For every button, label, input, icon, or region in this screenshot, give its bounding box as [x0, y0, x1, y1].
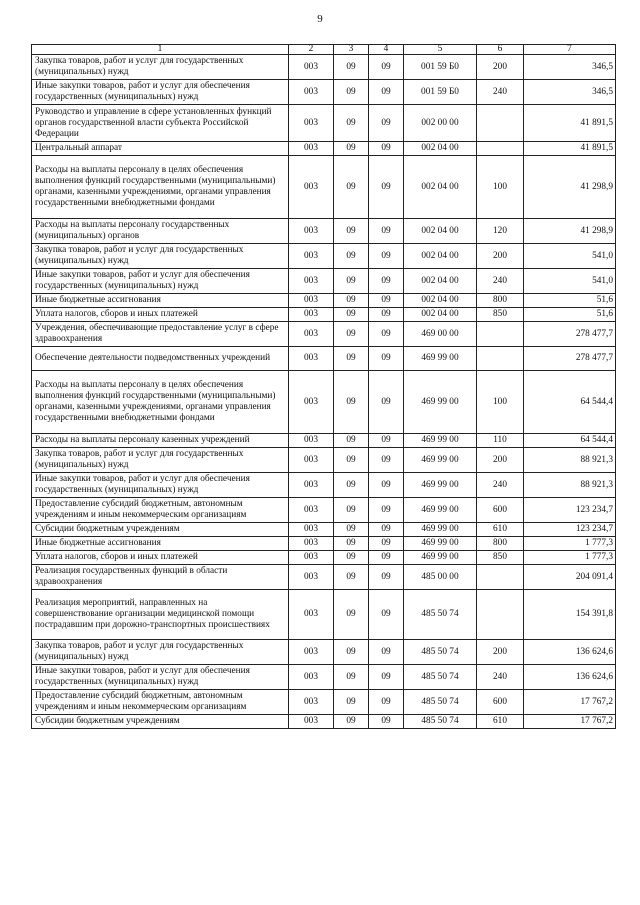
cell-name: Закупка товаров, работ и услуг для государственных (муниципальных) нужд: [32, 55, 289, 80]
table-row: [32, 55, 616, 80]
cell-vr: 600: [477, 690, 524, 715]
table-row: [32, 690, 616, 715]
cell-ved: 003: [289, 590, 334, 640]
cell-rz: 09: [334, 551, 369, 565]
cell-vr: [477, 590, 524, 640]
table-row: [32, 523, 616, 537]
cell-sum: 51,6: [524, 294, 616, 308]
cell-ved: 003: [289, 80, 334, 105]
cell-pr: 09: [369, 219, 404, 244]
table-row: [32, 142, 616, 156]
table-row: [32, 322, 616, 347]
page-number: 9: [317, 13, 323, 25]
cell-vr: 120: [477, 219, 524, 244]
cell-name: Расходы на выплаты персоналу казенных учреждений: [32, 434, 289, 448]
cell-ved: 003: [289, 269, 334, 294]
cell-ved: 003: [289, 537, 334, 551]
cell-rz: 09: [334, 156, 369, 219]
cell-vr: [477, 142, 524, 156]
table-row: [32, 473, 616, 498]
table-row: [32, 80, 616, 105]
cell-csr: 002 04 00: [404, 219, 477, 244]
cell-ved: 003: [289, 498, 334, 523]
cell-name: Закупка товаров, работ и услуг для государственных (муниципальных) нужд: [32, 640, 289, 665]
cell-pr: 09: [369, 715, 404, 729]
cell-pr: 09: [369, 551, 404, 565]
cell-rz: 09: [334, 523, 369, 537]
cell-pr: 09: [369, 55, 404, 80]
cell-csr: 485 50 74: [404, 640, 477, 665]
cell-name: Иные бюджетные ассигнования: [32, 537, 289, 551]
cell-csr: 001 59 Б0: [404, 80, 477, 105]
cell-vr: 610: [477, 715, 524, 729]
table-row: [32, 551, 616, 565]
cell-sum: 17 767,2: [524, 715, 616, 729]
cell-rz: 09: [334, 640, 369, 665]
column-header: 3: [334, 45, 369, 55]
cell-ved: 003: [289, 308, 334, 322]
cell-rz: 09: [334, 690, 369, 715]
cell-sum: 123 234,7: [524, 523, 616, 537]
cell-vr: 240: [477, 269, 524, 294]
cell-name: Учреждения, обеспечивающие предоставление услуг в сфере здравоохранения: [32, 322, 289, 347]
cell-vr: 240: [477, 80, 524, 105]
cell-pr: 09: [369, 322, 404, 347]
cell-sum: 88 921,3: [524, 473, 616, 498]
cell-rz: 09: [334, 80, 369, 105]
cell-csr: 002 04 00: [404, 269, 477, 294]
cell-sum: 541,0: [524, 269, 616, 294]
cell-csr: 485 50 74: [404, 690, 477, 715]
cell-rz: 09: [334, 590, 369, 640]
cell-sum: 541,0: [524, 244, 616, 269]
cell-sum: 88 921,3: [524, 448, 616, 473]
cell-vr: 100: [477, 371, 524, 434]
cell-rz: 09: [334, 473, 369, 498]
cell-csr: 002 04 00: [404, 156, 477, 219]
cell-rz: 09: [334, 105, 369, 142]
cell-csr: 469 99 00: [404, 473, 477, 498]
cell-sum: 278 477,7: [524, 347, 616, 371]
cell-pr: 09: [369, 142, 404, 156]
column-header: 7: [524, 45, 616, 55]
cell-sum: 64 544,4: [524, 371, 616, 434]
cell-vr: 800: [477, 294, 524, 308]
cell-name: Расходы на выплаты персоналу в целях обеспечения выполнения функций государственными (муниципальными) органами, казенными учреждениями, органами управления государственными внебюджетными фондами: [32, 371, 289, 434]
cell-pr: 09: [369, 665, 404, 690]
table-row: [32, 244, 616, 269]
cell-sum: 346,5: [524, 80, 616, 105]
cell-sum: 41 298,9: [524, 219, 616, 244]
cell-csr: 002 04 00: [404, 294, 477, 308]
cell-csr: 002 00 00: [404, 105, 477, 142]
cell-rz: 09: [334, 294, 369, 308]
cell-name: Реализация государственных функций в области здравоохранения: [32, 565, 289, 590]
cell-sum: 346,5: [524, 55, 616, 80]
cell-csr: 002 04 00: [404, 308, 477, 322]
column-header: 5: [404, 45, 477, 55]
cell-vr: [477, 105, 524, 142]
column-header: 1: [32, 45, 289, 55]
cell-vr: 850: [477, 551, 524, 565]
cell-csr: 469 99 00: [404, 498, 477, 523]
cell-ved: 003: [289, 156, 334, 219]
cell-ved: 003: [289, 434, 334, 448]
cell-pr: 09: [369, 590, 404, 640]
cell-pr: 09: [369, 269, 404, 294]
cell-name: Закупка товаров, работ и услуг для государственных (муниципальных) нужд: [32, 244, 289, 269]
cell-name: Предоставление субсидий бюджетным, автономным учреждениям и иным некоммерческим организациям: [32, 498, 289, 523]
cell-name: Иные закупки товаров, работ и услуг для обеспечения государственных (муниципальных) нужд: [32, 665, 289, 690]
cell-vr: 240: [477, 665, 524, 690]
cell-ved: 003: [289, 371, 334, 434]
cell-sum: 204 091,4: [524, 565, 616, 590]
cell-rz: 09: [334, 498, 369, 523]
cell-ved: 003: [289, 473, 334, 498]
table-row: [32, 347, 616, 371]
cell-ved: 003: [289, 219, 334, 244]
table-row: [32, 448, 616, 473]
cell-pr: 09: [369, 80, 404, 105]
cell-rz: 09: [334, 244, 369, 269]
cell-ved: 003: [289, 105, 334, 142]
table-row: [32, 565, 616, 590]
column-number-row: [32, 45, 616, 55]
cell-vr: 200: [477, 448, 524, 473]
cell-pr: 09: [369, 473, 404, 498]
cell-sum: 136 624,6: [524, 665, 616, 690]
table-row: [32, 590, 616, 640]
cell-rz: 09: [334, 715, 369, 729]
cell-rz: 09: [334, 537, 369, 551]
cell-pr: 09: [369, 537, 404, 551]
cell-sum: 1 777,3: [524, 551, 616, 565]
cell-pr: 09: [369, 308, 404, 322]
cell-ved: 003: [289, 715, 334, 729]
cell-ved: 003: [289, 55, 334, 80]
cell-ved: 003: [289, 142, 334, 156]
cell-pr: 09: [369, 371, 404, 434]
cell-ved: 003: [289, 523, 334, 537]
cell-sum: 154 391,8: [524, 590, 616, 640]
cell-pr: 09: [369, 156, 404, 219]
table-row: [32, 105, 616, 142]
cell-rz: 09: [334, 448, 369, 473]
column-header: 4: [369, 45, 404, 55]
table-row: [32, 665, 616, 690]
cell-rz: 09: [334, 219, 369, 244]
table-row: [32, 219, 616, 244]
cell-rz: 09: [334, 347, 369, 371]
cell-rz: 09: [334, 434, 369, 448]
cell-sum: 17 767,2: [524, 690, 616, 715]
cell-rz: 09: [334, 565, 369, 590]
cell-name: Предоставление субсидий бюджетным, автономным учреждениям и иным некоммерческим организациям: [32, 690, 289, 715]
table-row: [32, 294, 616, 308]
cell-name: Иные закупки товаров, работ и услуг для обеспечения государственных (муниципальных) нужд: [32, 269, 289, 294]
cell-sum: 1 777,3: [524, 537, 616, 551]
cell-csr: 469 99 00: [404, 551, 477, 565]
cell-pr: 09: [369, 523, 404, 537]
cell-ved: 003: [289, 244, 334, 269]
cell-csr: 469 99 00: [404, 523, 477, 537]
cell-sum: 41 298,9: [524, 156, 616, 219]
cell-sum: 41 891,5: [524, 142, 616, 156]
cell-vr: 100: [477, 156, 524, 219]
budget-table: [31, 44, 616, 729]
cell-csr: 469 99 00: [404, 434, 477, 448]
cell-name: Иные бюджетные ассигнования: [32, 294, 289, 308]
table-row: [32, 434, 616, 448]
cell-ved: 003: [289, 690, 334, 715]
cell-name: Расходы на выплаты персоналу в целях обеспечения выполнения функций государственными (муниципальными) органами, казенными учреждениями, органами управления государственными внебюджетными фондами: [32, 156, 289, 219]
cell-pr: 09: [369, 498, 404, 523]
cell-name: Иные закупки товаров, работ и услуг для обеспечения государственных (муниципальных) нужд: [32, 473, 289, 498]
cell-vr: 610: [477, 523, 524, 537]
cell-sum: 51,6: [524, 308, 616, 322]
cell-name: Реализация мероприятий, направленных на совершенствование организации медицинской помощи пострадавшим при дорожно-транспортных происшествиях: [32, 590, 289, 640]
cell-ved: 003: [289, 665, 334, 690]
cell-ved: 003: [289, 294, 334, 308]
column-header: 2: [289, 45, 334, 55]
cell-pr: 09: [369, 690, 404, 715]
cell-csr: 469 99 00: [404, 347, 477, 371]
table-row: [32, 156, 616, 219]
table-row: [32, 537, 616, 551]
cell-rz: 09: [334, 308, 369, 322]
cell-name: Расходы на выплаты персоналу государственных (муниципальных) органов: [32, 219, 289, 244]
cell-name: Субсидии бюджетным учреждениям: [32, 523, 289, 537]
cell-pr: 09: [369, 434, 404, 448]
cell-csr: 001 59 Б0: [404, 55, 477, 80]
cell-csr: 002 04 00: [404, 244, 477, 269]
cell-csr: 469 99 00: [404, 537, 477, 551]
cell-sum: 41 891,5: [524, 105, 616, 142]
cell-name: Субсидии бюджетным учреждениям: [32, 715, 289, 729]
cell-csr: 485 50 74: [404, 715, 477, 729]
cell-vr: [477, 322, 524, 347]
cell-vr: [477, 565, 524, 590]
cell-csr: 485 50 74: [404, 590, 477, 640]
cell-name: Центральный аппарат: [32, 142, 289, 156]
cell-pr: 09: [369, 565, 404, 590]
cell-vr: 800: [477, 537, 524, 551]
cell-name: Уплата налогов, сборов и иных платежей: [32, 551, 289, 565]
column-header: 6: [477, 45, 524, 55]
cell-vr: 200: [477, 244, 524, 269]
cell-name: Обеспечение деятельности подведомственных учреждений: [32, 347, 289, 371]
cell-pr: 09: [369, 244, 404, 269]
cell-name: Закупка товаров, работ и услуг для государственных (муниципальных) нужд: [32, 448, 289, 473]
cell-pr: 09: [369, 294, 404, 308]
cell-ved: 003: [289, 347, 334, 371]
cell-pr: 09: [369, 640, 404, 665]
cell-name: Руководство и управление в сфере установленных функций органов государственной власти субъекта Российской Федерации: [32, 105, 289, 142]
table-row: [32, 715, 616, 729]
cell-vr: 240: [477, 473, 524, 498]
cell-vr: [477, 347, 524, 371]
table-row: [32, 269, 616, 294]
table-row: [32, 308, 616, 322]
cell-ved: 003: [289, 640, 334, 665]
cell-sum: 136 624,6: [524, 640, 616, 665]
cell-sum: 123 234,7: [524, 498, 616, 523]
cell-csr: 469 99 00: [404, 448, 477, 473]
cell-rz: 09: [334, 142, 369, 156]
table-row: [32, 640, 616, 665]
cell-rz: 09: [334, 55, 369, 80]
cell-vr: 200: [477, 55, 524, 80]
table-body: [32, 55, 616, 729]
cell-pr: 09: [369, 448, 404, 473]
cell-vr: 200: [477, 640, 524, 665]
cell-csr: 485 50 74: [404, 665, 477, 690]
cell-csr: 485 00 00: [404, 565, 477, 590]
table-row: [32, 498, 616, 523]
cell-ved: 003: [289, 322, 334, 347]
cell-ved: 003: [289, 565, 334, 590]
cell-name: Иные закупки товаров, работ и услуг для обеспечения государственных (муниципальных) нужд: [32, 80, 289, 105]
cell-csr: 469 99 00: [404, 371, 477, 434]
cell-pr: 09: [369, 105, 404, 142]
table-row: [32, 371, 616, 434]
cell-vr: 850: [477, 308, 524, 322]
cell-ved: 003: [289, 448, 334, 473]
cell-vr: 600: [477, 498, 524, 523]
cell-sum: 64 544,4: [524, 434, 616, 448]
cell-rz: 09: [334, 665, 369, 690]
cell-vr: 110: [477, 434, 524, 448]
cell-name: Уплата налогов, сборов и иных платежей: [32, 308, 289, 322]
cell-sum: 278 477,7: [524, 322, 616, 347]
cell-rz: 09: [334, 269, 369, 294]
cell-rz: 09: [334, 322, 369, 347]
cell-rz: 09: [334, 371, 369, 434]
cell-pr: 09: [369, 347, 404, 371]
cell-csr: 002 04 00: [404, 142, 477, 156]
cell-csr: 469 00 00: [404, 322, 477, 347]
cell-ved: 003: [289, 551, 334, 565]
